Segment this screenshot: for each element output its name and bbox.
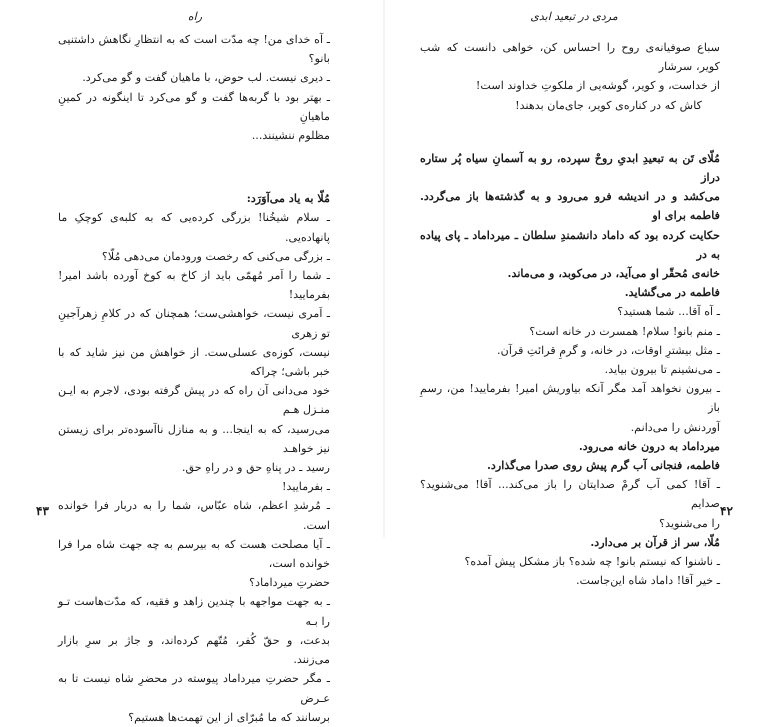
text-line: ـ بیرون نخواهد آمد مگر آنکه بیاوریش امیر! بفرمایید! من، رسمِ باز [420, 382, 720, 415]
text-line: خانه‌ی مُحقّر او می‌آید، در می‌کوبد، و می‌ماند. [507, 266, 720, 281]
text-line: ـ بزرگی می‌کنی که رخصت ورودمان می‌دهی مُلّا؟ [101, 249, 330, 263]
text-line: ـ منم بانو! سلام! همسرت در خانه است؟ [529, 324, 720, 338]
text-line: خود می‌دانی آن راه که در پیش گرفته بودی، لاجرم به ایـن منـزل هـم [58, 384, 330, 417]
running-head: مردی در تبعید ابدی [530, 10, 618, 23]
text-line: از خداست، و کویر، گوشه‌یی از ملکوتِ خداوند است! [475, 79, 720, 93]
text-line: ـ آقا! کمی آب گرمْ صدایتان را باز می‌کند... آقا! می‌شنوید؟ صدایم [420, 478, 720, 511]
text-line: کاش که در کناره‌ی کویر، جای‌مان بدهند! [515, 98, 702, 112]
text-line: ـ آیا مصلحت هست که به بیرسم به چه جهت شاه مرا فرا خوانده است، [58, 537, 330, 571]
text-line: بدعت، و حقّ کُفر، مُتّهم کرده‌اند، و جاژ بر سرِ بازار می‌زنند. [58, 633, 330, 667]
text-line: ـ اَمری نیست، خواهشی‌ست؛ همچنان که در کلامِ زهرآجینِ تو زهری [58, 307, 330, 340]
text-line: می‌کشد و در اندیشه فرو می‌رود و به گذشته‌ها باز می‌گردد. فاطمه برای او [420, 189, 720, 223]
text-line: فاطمه، فنجانی آب گرم پیش روی صدرا می‌گذارد. [487, 458, 720, 473]
text-line: رسید ـ در پناهِ حق و در راهِ حق. [181, 461, 330, 475]
text-line: ـ به جهت مواجهه با چندین زاهد و فقیه، که مدّت‌هاست تـو را بـه [58, 595, 330, 628]
text-line: فاطمه در می‌گشاید. [624, 285, 720, 300]
text-line: مظلوم ننشینند... [251, 129, 330, 143]
text-line: حضرتِ میرداماد؟ [249, 576, 330, 590]
text-line: حکایت کرده بود که داماد دانشمندِ سلطان ـ میرداماد ـ پای پیاده به در [420, 227, 720, 261]
text-line: نیست، کوزه‌ی عسلی‌ست. از خواهش من نیز شاید که با خبر باشی؛ چراکه [58, 345, 330, 379]
text-line: ـ سلام شیخُنا! بزرگی کرده‌یی که به کلبه‌ی کوچکِ ما پانهاده‌یی. [58, 211, 330, 244]
text-line: ـ مگر حضرتِ میرداماد پیوسته در محضرِ شاه نیست تا به عـرض [58, 672, 330, 705]
text-line: ـ بفرمایید! [281, 480, 330, 494]
text-line: مُلّای تَن به تبعیدِ ابدیِ روحْ سپرده، رو به آسمانِ سیاه پُر ستاره دراز [420, 150, 720, 185]
right-page [384, 0, 768, 588]
text-line: می‌رسید، که به اینجا... و به منازل ناآسوده‌تر برای زیستن نیز خواهـد [58, 422, 330, 455]
text-line: ـ آه خدای من! چه مدّت است که به انتظارِ نگاهش داشتنیی بانو؟ [58, 33, 330, 66]
text-line: ـ بهتر بود با گربه‌ها گفت و گو می‌کرد تا اینگونه در کمینِ ماهیانِ [58, 90, 330, 123]
left-page [0, 0, 384, 724]
text-line: ـ دیری نیست. لب حوض، با ماهیان گفت و گو می‌کرد. [82, 71, 330, 85]
text-line: ـ شما را اَمر مُهمّی باید از کاخ به کوخ آورده باشد امیر! بفرمایید! [58, 269, 330, 302]
page-body [420, 38, 720, 590]
text-line: برسانند که ما مُبرّای از این تهمت‌ها هستیم؟ [128, 710, 330, 724]
text-line: ـ ناشنوا که نیستم بانو! چه شده؟ باز مشکل پیش آمده؟ [464, 555, 720, 569]
page-body [58, 30, 330, 727]
text-line: مُلّا، سر از قرآن بر می‌دارد. [590, 534, 720, 549]
text-line: ـ مثل بیشترِ اوقات، در خانه، و گرمِ قرائتِ قرآن. [497, 343, 720, 357]
text-line: سباع صوفیانه‌ی روح را احساس کن، خواهی دانست که شب کویر، سرشار [420, 41, 720, 74]
text-line: ـ آه آقا... شما هستید؟ [617, 305, 720, 319]
text-line: را می‌شنوید؟ [659, 516, 720, 530]
running-head: راه [187, 10, 203, 23]
text-line: میرداماد به درون خانه می‌رود. [578, 438, 720, 453]
page-number: ۴۲ [720, 504, 733, 518]
page-number: ۴۳ [36, 504, 49, 518]
text-line: آوردنش را می‌دانم. [630, 420, 720, 434]
text-line: ـ مُرشدِ اعظم، شاه عبّاس، شما را به دربار فرا خوانده است. [58, 499, 330, 532]
text-line: ـ می‌نشینم تا بیرون بیاید. [604, 363, 720, 377]
text-line: ـ خیر آقا! داماد شاه این‌جاست. [576, 574, 720, 588]
section-heading: مُلّا به یاد می‌آوَرَد: [246, 191, 330, 206]
